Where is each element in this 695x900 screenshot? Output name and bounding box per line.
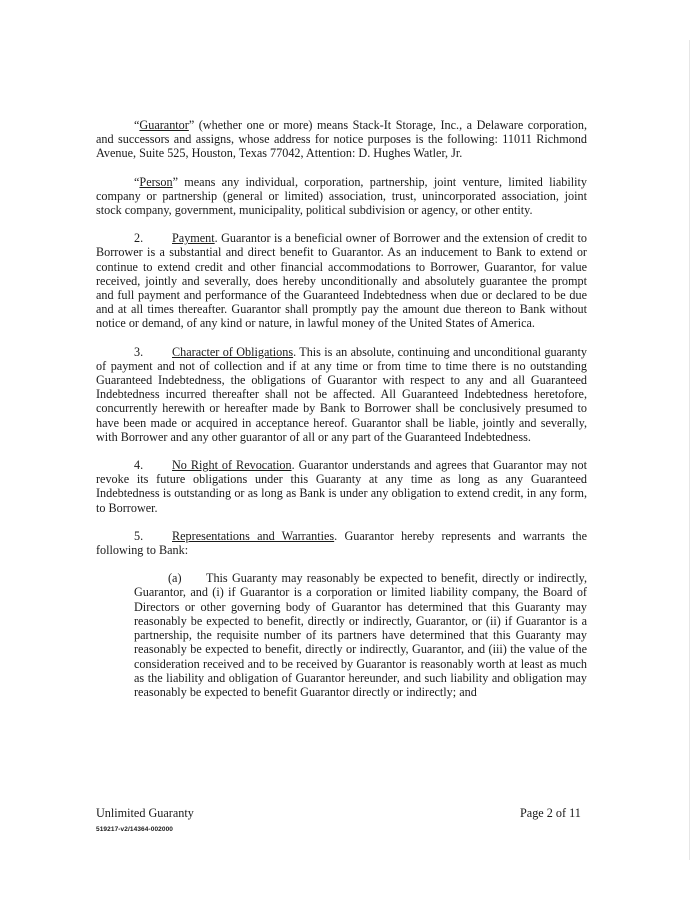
- footer-document-id: 519217-v2/14364-002000: [96, 826, 174, 833]
- section-heading: No Right of Revocation: [172, 458, 292, 473]
- section-heading: Payment: [172, 231, 215, 246]
- definition-guarantor: “Guarantor” (whether one or more) means Stack-It Storage, Inc., a Delaware corporation, and successors and assigns, whose address for notice purposes is the following: 11011 Richmond Avenue, Suite 525, Houston, Texas 77042, Attention: D. Hughes Watler, Jr.: [96, 118, 587, 161]
- definition-guarantor-text: (whether one or more) means Stack-It Storage, Inc., a Delaware corporation, and successors and assigns, whose address for notice purposes is the following: 11011 Richmond Avenue, Suite 525, Houston, Texas 77042, Attention: D. Hughes Watler, Jr.: [96, 118, 587, 161]
- footer-title: Unlimited Guaranty: [96, 806, 194, 820]
- section-2-payment: [96, 231, 587, 330]
- section-text: . Guarantor hereby represents and warrants the following to Bank:: [96, 528, 588, 558]
- defined-term-person: Person: [139, 174, 173, 189]
- definition-person: “Person” means any individual, corporation, partnership, joint venture, limited liability company or partnership (general or limited) association, trust, unincorporated association, joint stock company, government, municipality, political subdivision or agency, or other entity.: [96, 174, 587, 218]
- section-number: 3.: [134, 344, 144, 359]
- subsection-label: (a): [168, 571, 182, 586]
- scan-edge-line: [689, 40, 690, 860]
- section-5-representations-and-warranties: [96, 529, 587, 557]
- section-heading: Representations and Warranties: [172, 528, 335, 543]
- definition-person-text: means any individual, corporation, partnership, joint venture, limited liability company or partnership (general or limited) association, trust, unincorporated association, joint stock company, government, municipality, political subdivision or agency, or other entity.: [96, 174, 587, 218]
- footer-page-number: Page 2 of 11: [520, 806, 581, 820]
- subsection-a: [134, 571, 587, 699]
- document-body: [96, 118, 587, 713]
- defined-term-guarantor: Guarantor: [139, 118, 189, 132]
- section-text: . This is an absolute, continuing and unconditional guaranty of payment and not of collection and if at any time or from time to time there is no outstanding Guaranteed Indebtedness, the obligations of Guarantor with respect to any and all Guaranteed Indebtedness incurred thereafter shall not be affected. All Guaranteed Indebtedness heretofore, concurrently herewith or hereafter made by Bank to Borrower shall be conclusively presumed to have been made or acquired in acceptance hereof. Guarantor shall be liable, jointly and severally, with Borrower and any other guarantor of all or any part of the Guaranteed Indebtedness.: [96, 344, 587, 444]
- section-text: . Guarantor understands and agrees that Guarantor may not revoke its future obligations under this Guaranty at any time as long as any Guaranteed Indebtedness is outstanding or as long as Bank is under any obligation to extend credit, in any form, to Borrower.: [96, 458, 587, 515]
- section-3-character-of-obligations: [96, 345, 587, 444]
- subsection-text: This Guaranty may reasonably be expected to benefit, directly or indirectly, Guarantor, and (i) if Guarantor is a corporation or limited liability company, the Board of Directors or other governing body of Guarantor has determined that this Guaranty may reasonably be expected to benefit, directly or indirectly, Guarantor, or (ii) if Guarantor is a partnership, the requisite number of its partners have determined that this Guaranty may reasonably be expected to benefit, directly or indirectly, Guarantor, and (iii) the value of the consideration received and to be received by Guarantor is reasonably worth at least as much as the liability and obligation of Guarantor hereunder, and such liability and obligation may reasonably be expected to benefit Guarantor directly or indirectly; and: [134, 571, 587, 699]
- section-text: . Guarantor is a beneficial owner of Borrower and the extension of credit to Borrower is a substantial and direct benefit to Guarantor. As an inducement to Bank to extend or continue to extend credit and other financial accommodations to Borrower, Guarantor, for value received, jointly and severally, does hereby unconditionally and absolutely guarantee the prompt and full payment and performance of the Guaranteed Indebtedness when due or declared to be due and at all times thereafter. Guarantor shall promptly pay the amount due thereon to Bank without notice or demand, of any kind or nature, in lawful money of the United States of America.: [96, 231, 587, 331]
- section-number: 5.: [134, 528, 144, 543]
- section-4-no-right-of-revocation: [96, 458, 587, 515]
- section-number: 2.: [134, 231, 144, 246]
- section-number: 4.: [134, 458, 144, 473]
- section-heading: Character of Obligations: [172, 344, 294, 359]
